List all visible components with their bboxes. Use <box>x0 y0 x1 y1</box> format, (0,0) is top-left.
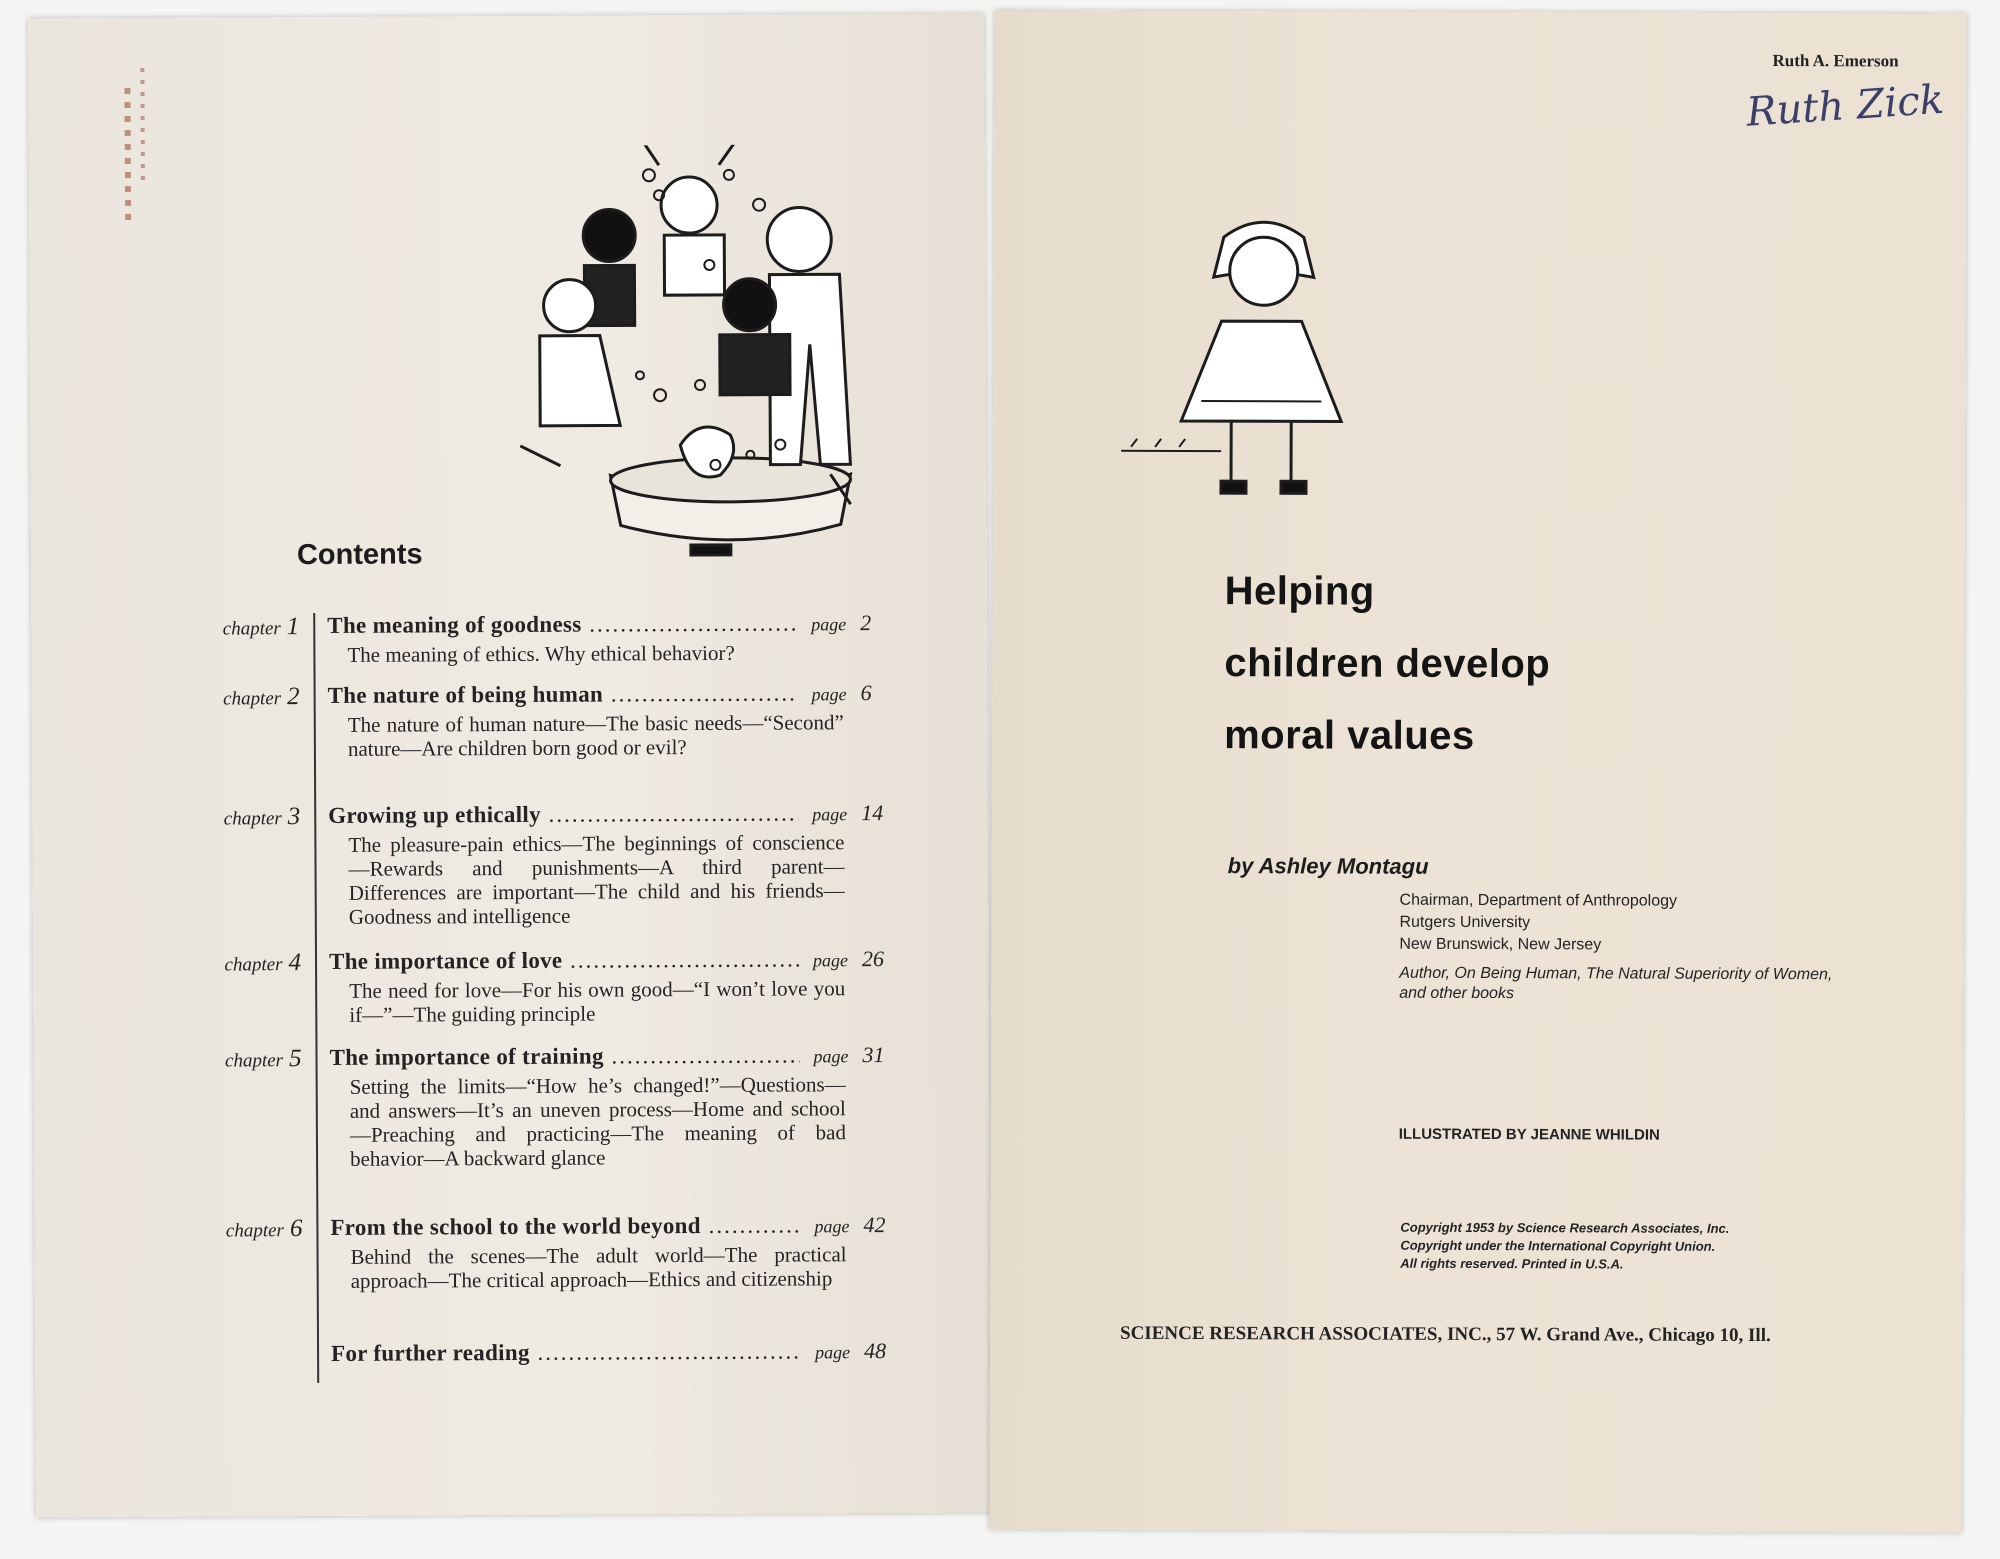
book-title-line-3: moral values <box>1224 713 1475 758</box>
further-reading-title: For further reading ..... <box>331 1338 801 1366</box>
toc-entry[interactable] <box>152 680 952 761</box>
author-note: Author, On Being Human, The Natural Superiority of Women, and other books <box>1399 964 1833 1003</box>
toc-entry-further-reading[interactable] <box>155 1338 955 1366</box>
chapter-description: The pleasure-pain ethics—The beginnings of conscience—Rewards and punishments—A third parent—Differences are important—The child and his friends—Goodness and intelligence <box>348 830 845 929</box>
toc-entry[interactable] <box>153 1042 953 1171</box>
flowers <box>1121 439 1221 451</box>
chapter-page: page 6 <box>811 680 872 706</box>
affiliation-line: New Brunswick, New Jersey <box>1399 935 1602 954</box>
handwritten-name: Ruth Zick <box>1745 76 1946 136</box>
toc-entry[interactable] <box>152 800 952 929</box>
child-head <box>767 207 831 271</box>
right-page <box>989 10 1966 1532</box>
publisher-line: SCIENCE RESEARCH ASSOCIATES, INC., 57 W. Grand Ave., Chicago 10, Ill. <box>1120 1322 1771 1347</box>
book-title-line-1: Helping <box>1224 569 1375 614</box>
face <box>1230 237 1298 305</box>
child-head <box>583 209 635 261</box>
chapter-title: The importance of love ..... <box>329 946 799 974</box>
copyright-line: Copyright under the International Copyright Union. <box>1400 1237 1716 1254</box>
chapter-title: The importance of training ..... <box>329 1042 799 1070</box>
copyright-line: All rights reserved. Printed in U.S.A. <box>1400 1255 1624 1272</box>
further-reading-page: page 48 <box>815 1338 887 1364</box>
chapter-title: Growing up ethically ..... <box>328 800 798 828</box>
illustrator-credit: ILLUSTRATED BY JEANNE WHILDIN <box>1398 1125 1660 1144</box>
affiliation-line: Rutgers University <box>1399 913 1531 932</box>
chapter-label: chapter 4 <box>224 949 302 977</box>
chapter-page: page 42 <box>814 1212 886 1238</box>
chapter-page: page 31 <box>813 1042 885 1068</box>
rust-mark <box>140 68 145 188</box>
girl-illustration <box>1111 211 1392 502</box>
chapter-description: The meaning of ethics. Why ethical behavior? <box>347 640 735 667</box>
child-head <box>661 177 717 233</box>
rust-mark <box>124 88 131 228</box>
chapter-page: page 2 <box>811 610 872 636</box>
shoes <box>1221 481 1306 493</box>
toc-entry[interactable] <box>151 610 951 667</box>
child-head <box>543 280 595 332</box>
chapter-description: The need for love—For his own good—“I won’t love you if—”—The guiding principle <box>349 976 846 1027</box>
child-head <box>723 279 775 331</box>
chapter-label: chapter 1 <box>222 613 300 641</box>
chapter-description: The nature of human nature—The basic needs—“Second” nature—Are children born good or evil? <box>347 710 844 761</box>
copyright-line: Copyright 1953 by Science Research Associates, Inc. <box>1400 1219 1730 1236</box>
toc-entry[interactable] <box>154 1212 954 1293</box>
owner-stamp: Ruth A. Emerson <box>1772 51 1899 71</box>
table-of-contents <box>151 610 955 1384</box>
dress <box>1181 321 1341 422</box>
chapter-title: The nature of being human ..... <box>328 680 798 708</box>
chapter-title: The meaning of goodness ..... <box>327 610 797 638</box>
chapter-label: chapter 3 <box>223 803 301 831</box>
chapter-page: page 14 <box>812 800 884 826</box>
contents-heading: Contents <box>296 538 423 572</box>
affiliation-line: Chairman, Department of Anthropology <box>1399 891 1678 910</box>
author-byline: by Ashley Montagu <box>1227 853 1429 879</box>
toc-divider-line <box>313 613 319 1383</box>
left-page <box>28 14 992 1518</box>
chapter-label: chapter 5 <box>224 1045 302 1073</box>
book-title-line-2: children develop <box>1224 641 1551 687</box>
chapter-label: chapter 6 <box>225 1215 303 1243</box>
toc-entry[interactable] <box>153 946 953 1027</box>
children-washing-dog-illustration <box>499 144 961 566</box>
chapter-description: Behind the scenes—The adult world—The practical approach—The critical approach—Ethics and citizenship <box>350 1242 847 1293</box>
chapter-label: chapter 2 <box>223 683 300 711</box>
chapter-page: page 26 <box>812 946 885 972</box>
chapter-description: Setting the limits—“How he’s changed!”—Questions—and answers—It’s an uneven process—Home and school—Preaching and practicing—The meaning of bad behavior—A backward glance <box>349 1072 846 1171</box>
chapter-title: From the school to the world beyond ..... <box>330 1212 800 1240</box>
